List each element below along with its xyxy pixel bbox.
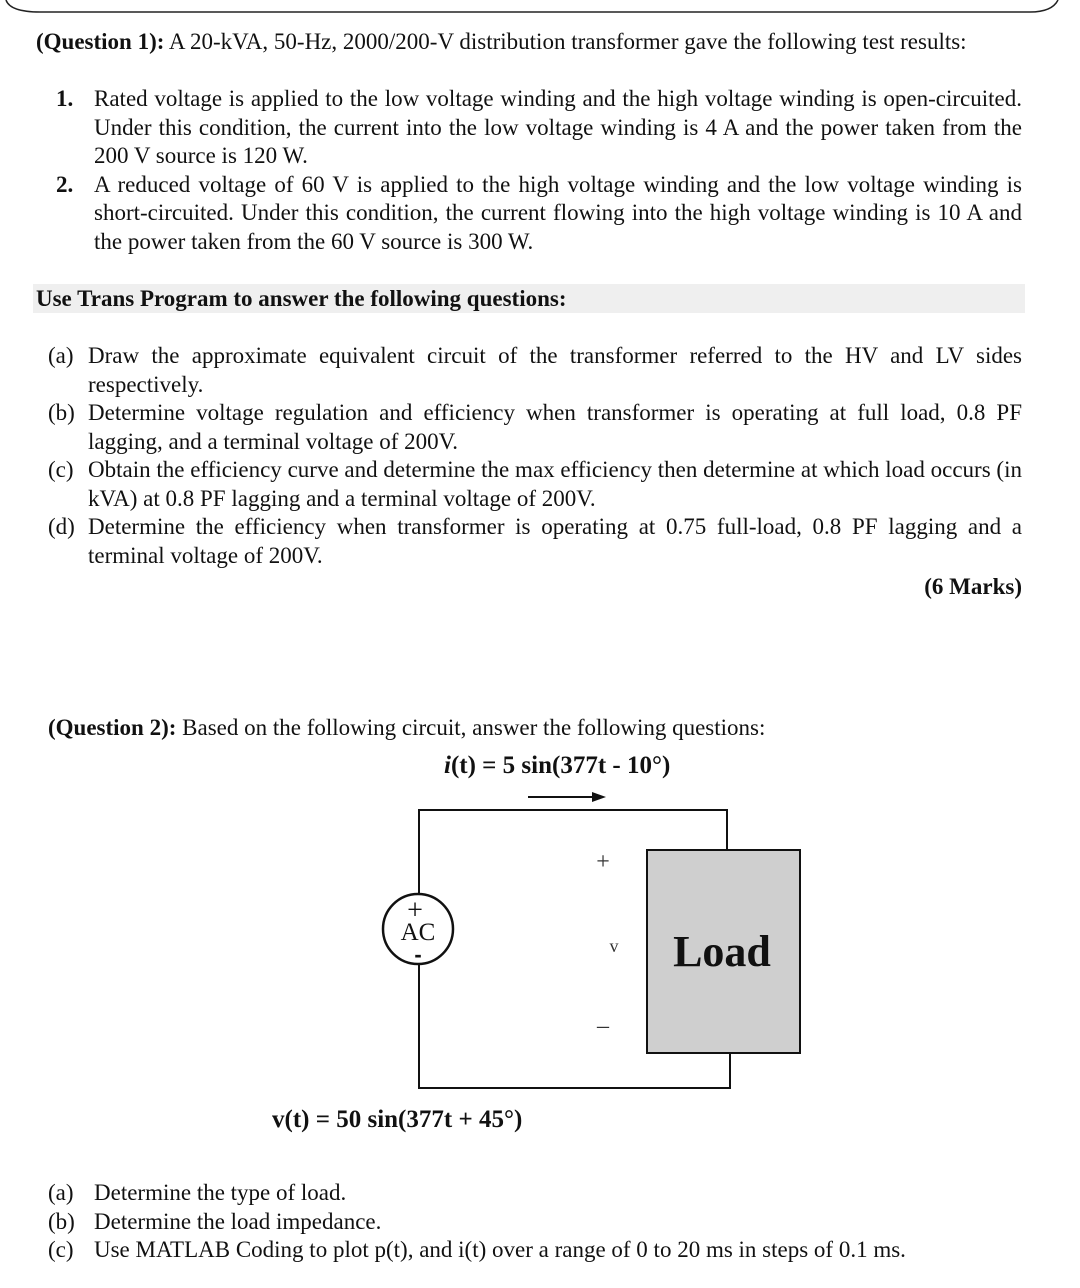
part-b-text: Determine voltage regulation and efficiency when transformer is operating at full load, 0.8 PF lagging, and a terminal voltage of 200V. [88,400,1022,454]
part-label: (b) [48,400,75,425]
part-label: (a) [48,1180,74,1205]
q2-part-a-text: Determine the type of load. [94,1180,347,1205]
load-box [647,850,800,1053]
current-symbol: i [444,752,451,779]
voltage-equation: v(t) = 50 sin(377t + 45°) [272,1106,523,1133]
q2-part-b-text: Determine the load impedance. [94,1208,382,1234]
ac-source-icon [383,894,453,967]
source-minus: - [414,942,422,967]
voltage-label: v [609,936,619,956]
list-item [48,1208,1038,1237]
part-label: (c) [48,457,74,482]
instruction-text: Use Trans Program to answer the following questions: [36,286,567,311]
marks-label: (6 Marks) [924,574,1022,599]
q2-part-c-text: Use MATLAB Coding to plot p(t), and i(t) over a range of 0 to 20 ms in steps of 0.1 ms. [94,1237,906,1262]
question-2-parts [48,1179,1038,1265]
question-1-text: A 20-kVA, 50-Hz, 2000/200-V distribution transformer gave the following test results: [168,29,967,54]
part-a-text: Draw the approximate equivalent circuit of the transformer referred to the HV and LV sides respectively. [88,343,1022,397]
test-2-text: A reduced voltage of 60 V is applied to the high voltage winding and the low voltage winding is short-circuited. Under this condition, the current flowing into the high voltage winding is 10 A and the power taken from the 60 V source is 300 W. [94,171,1022,254]
test-1-text: Rated voltage is applied to the low voltage winding and the high voltage winding is open-circuited. Under this condition, the current into the low voltage winding is 4 A and the power taken from the 200 V source is 120 W. [94,86,1022,168]
current-expression: (t) = 5 sin(377t - 10°) [450,752,671,779]
list-number: 1. [56,86,74,111]
voltage-plus: + [596,849,610,875]
load-label: Load [673,927,771,976]
source-plus: + [407,895,423,926]
question-2-label: (Question 2): [48,715,177,740]
part-label: (c) [48,1237,74,1262]
question-1-label: (Question 1): [36,29,165,54]
list-number: 2. [56,171,74,197]
part-label: (b) [48,1208,75,1234]
list-item [48,1236,1038,1265]
part-label: (d) [48,514,75,539]
current-arrow-icon [528,792,606,802]
list-item [48,1179,1038,1208]
part-label: (a) [48,343,74,368]
part-d-text: Determine the efficiency when transformer is operating at 0.75 full-load, 0.8 PF lagging and a terminal voltage of 200V. [88,514,1022,568]
question-2-text: Based on the following circuit, answer the following questions: [182,715,766,740]
part-c-text: Obtain the efficiency curve and determine the max efficiency then determine at which load occurs (in kVA) at 0.8 PF lagging and a terminal voltage of 200V. [88,457,1022,511]
source-label: AC [400,919,436,946]
voltage-minus: – [597,1013,609,1039]
